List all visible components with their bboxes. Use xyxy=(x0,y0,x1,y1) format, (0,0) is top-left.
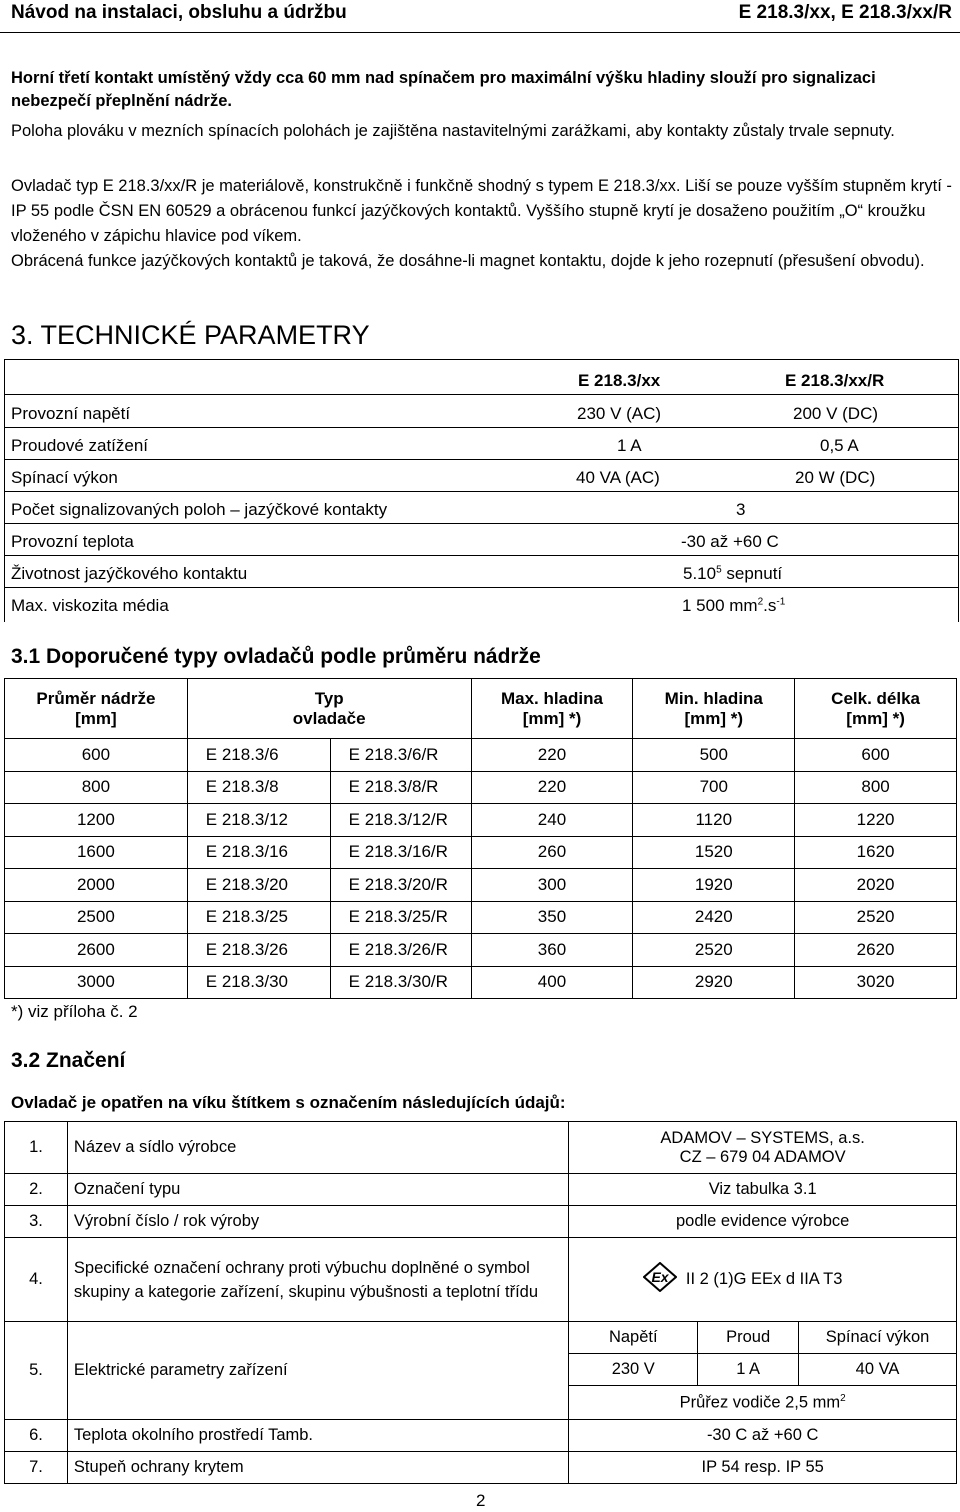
table-cell: E 218.3/25 xyxy=(187,901,330,934)
table-cell: 2000 xyxy=(5,869,188,902)
marking-subheader: Proud xyxy=(698,1322,799,1354)
marking-label: Označení typu xyxy=(67,1174,568,1206)
table-cell: 1600 xyxy=(5,836,188,869)
intro-paragraph-3: Ovladač typ E 218.3/xx/R je materiálově, konstrukčně i funkčně shodný s typem E 218.3/xx. Liší se pouze vyšším stupněm krytí - IP 55 podle ČSN EN 60529 a obrácenou funkcí jazýčkových kontaktů. Vyššího stupně krytí je dosaženo použitím „O“ kroužku vloženého v zápichu hlavice pod víkem. xyxy=(11,177,952,245)
table-row xyxy=(5,771,957,804)
table-row xyxy=(5,934,957,967)
table-cell: E 218.3/30 xyxy=(187,966,330,999)
marking-value: Ex II 2 (1)G EEx d IIA T3 xyxy=(569,1238,957,1322)
section-3-2-title: 3.2 Značení xyxy=(11,1049,126,1072)
table-cell: 1220 xyxy=(795,804,957,837)
marking-number: 1. xyxy=(5,1122,68,1174)
intro-paragraph-4: Obrácená funkce jazýčkových kontaktů je taková, že dosáhne-li magnet kontaktu, dojde k jeho rozepnutí (přesušení obvodu). xyxy=(11,252,925,270)
marking-number: 4. xyxy=(5,1238,68,1322)
types-header: Typ ovladače xyxy=(187,679,471,739)
table-cell: 2020 xyxy=(795,869,957,902)
table-row xyxy=(5,739,957,772)
table-cell: E 218.3/8/R xyxy=(330,771,471,804)
table-cell: 600 xyxy=(5,739,188,772)
marking-value: IP 54 resp. IP 55 xyxy=(569,1452,957,1484)
params-label: Spínací výkon xyxy=(11,468,118,487)
table-cell: E 218.3/20 xyxy=(187,869,330,902)
page-number: 2 xyxy=(476,1491,486,1510)
section-3-1-title: 3.1 Doporučené typy ovladačů podle průměru nádrže xyxy=(11,645,541,668)
params-value: 1 A xyxy=(617,436,642,455)
marking-value: Viz tabulka 3.1 xyxy=(569,1174,957,1206)
params-value: 230 V (AC) xyxy=(577,404,662,423)
table-cell: E 218.3/8 xyxy=(187,771,330,804)
marking-value: -30 C až +60 C xyxy=(569,1420,957,1452)
params-label: Provozní teplota xyxy=(11,532,134,551)
table-cell: 220 xyxy=(471,771,633,804)
params-col2-header: E 218.3/xx/R xyxy=(785,371,885,390)
table-cell: 2520 xyxy=(633,934,795,967)
params-value: 5.10$^5$ sepnutí xyxy=(683,564,783,583)
table-cell: 800 xyxy=(5,771,188,804)
table-cell: 220 xyxy=(471,739,633,772)
table-cell: 1620 xyxy=(795,836,957,869)
types-header: Celk. délka [mm] *) xyxy=(795,679,957,739)
table-cell: 600 xyxy=(795,739,957,772)
params-label: Max. viskozita média xyxy=(11,596,169,615)
params-value: 3 xyxy=(736,500,746,519)
table-cell: 700 xyxy=(633,771,795,804)
table-row xyxy=(5,901,957,934)
header-model: E 218.3/xx, E 218.3/xx/R xyxy=(738,2,952,23)
marking-label: Výrobní číslo / rok výroby xyxy=(67,1206,568,1238)
marking-number: 3. xyxy=(5,1206,68,1238)
intro-paragraph-2: Poloha plováku v mezních spínacích polohách je zajištěna nastavitelnými zarážkami, aby kontakty zůstaly trvale sepnuty. xyxy=(11,122,895,140)
marking-value: ADAMOV – SYSTEMS, a.s. CZ – 679 04 ADAMOV xyxy=(569,1122,957,1174)
types-header: Průměr nádrže [mm] xyxy=(5,679,188,739)
params-value: -30 až +60 C xyxy=(681,532,779,551)
marking-subheader: Spínací výkon xyxy=(799,1322,957,1354)
params-table xyxy=(4,359,959,622)
table-cell: E 218.3/26/R xyxy=(330,934,471,967)
params-value: 0,5 A xyxy=(820,436,859,455)
table-cell: 3020 xyxy=(795,966,957,999)
marking-number: 6. xyxy=(5,1420,68,1452)
params-value: 200 V (DC) xyxy=(793,404,879,423)
table-cell: 3000 xyxy=(5,966,188,999)
table-cell: E 218.3/6 xyxy=(187,739,330,772)
params-label: Provozní napětí xyxy=(11,404,131,423)
marking-number: 2. xyxy=(5,1174,68,1206)
marking-table xyxy=(4,1121,957,1484)
marking-value: 1 A xyxy=(698,1354,799,1386)
marking-number: 7. xyxy=(5,1452,68,1484)
table-cell: 240 xyxy=(471,804,633,837)
table-cell: 350 xyxy=(471,901,633,934)
table-cell: E 218.3/16 xyxy=(187,836,330,869)
table-cell: E 218.3/25/R xyxy=(330,901,471,934)
header-title: Návod na instalaci, obsluhu a údržbu xyxy=(11,2,347,23)
ex-icon xyxy=(643,1262,677,1297)
params-label: Proudové zatížení xyxy=(11,436,149,455)
section-3-title: 3. TECHNICKÉ PARAMETRY xyxy=(11,320,370,350)
params-value: 20 W (DC) xyxy=(795,468,876,487)
table-cell: 2500 xyxy=(5,901,188,934)
table-cell: 360 xyxy=(471,934,633,967)
types-header: Min. hladina [mm] *) xyxy=(633,679,795,739)
params-value: 40 VA (AC) xyxy=(576,468,660,487)
marking-number: 5. xyxy=(5,1322,68,1420)
table-cell: 800 xyxy=(795,771,957,804)
table-cell: 1920 xyxy=(633,869,795,902)
table-cell: 500 xyxy=(633,739,795,772)
table-cell: E 218.3/20/R xyxy=(330,869,471,902)
marking-label: Elektrické parametry zařízení xyxy=(67,1322,568,1420)
table-cell: 300 xyxy=(471,869,633,902)
marking-label: Teplota okolního prostředí Tamb. xyxy=(67,1420,568,1452)
table-cell: 400 xyxy=(471,966,633,999)
params-col1-header: E 218.3/xx xyxy=(578,371,661,390)
table-cell: 1200 xyxy=(5,804,188,837)
marking-value: Průřez vodiče 2,5 $mm^2$ xyxy=(569,1386,957,1420)
params-label: Počet signalizovaných poloh – jazýčkové kontakty xyxy=(11,500,388,519)
types-table xyxy=(4,678,957,999)
params-value: 1 500 $mm^2.s^{-1}$ xyxy=(682,596,786,615)
params-label: Životnost jazýčkového kontaktu xyxy=(11,564,248,583)
types-footnote: *) viz příloha č. 2 xyxy=(11,1002,138,1021)
table-cell: 2420 xyxy=(633,901,795,934)
table-cell: 2620 xyxy=(795,934,957,967)
header-divider xyxy=(0,32,960,33)
table-cell: E 218.3/30/R xyxy=(330,966,471,999)
table-cell: E 218.3/6/R xyxy=(330,739,471,772)
table-cell: E 218.3/12 xyxy=(187,804,330,837)
table-cell: E 218.3/12/R xyxy=(330,804,471,837)
marking-label: Název a sídlo výrobce xyxy=(67,1122,568,1174)
table-cell: E 218.3/26 xyxy=(187,934,330,967)
table-row xyxy=(5,804,957,837)
section-3-2-subtitle: Ovladač je opatřen na víku štítkem s označením následujících údajů: xyxy=(11,1093,566,1112)
table-cell: 2600 xyxy=(5,934,188,967)
table-cell: 2520 xyxy=(795,901,957,934)
marking-label: Stupeň ochrany krytem xyxy=(67,1452,568,1484)
marking-value: 230 V xyxy=(569,1354,698,1386)
table-row xyxy=(5,966,957,999)
table-cell: 1120 xyxy=(633,804,795,837)
marking-label: Specifické označení ochrany proti výbuchu doplněné o symbol skupiny a kategorie zařízení, skupinu výbušnosti a teplotní třídu xyxy=(67,1238,568,1322)
table-row xyxy=(5,869,957,902)
marking-value: podle evidence výrobce xyxy=(569,1206,957,1238)
types-header: Max. hladina [mm] *) xyxy=(471,679,633,739)
marking-value: 40 VA xyxy=(799,1354,957,1386)
table-cell: 260 xyxy=(471,836,633,869)
marking-subheader: Napětí xyxy=(569,1322,698,1354)
table-cell: 1520 xyxy=(633,836,795,869)
table-cell: E 218.3/16/R xyxy=(330,836,471,869)
intro-paragraph-1: Horní třetí kontakt umístěný vždy cca 60 mm nad spínačem pro maximální výšku hladiny slouží pro signalizaci nebezpečí přeplnění nádrže. xyxy=(11,69,876,110)
table-row xyxy=(5,836,957,869)
svg-text:Ex: Ex xyxy=(651,1269,669,1285)
table-cell: 2920 xyxy=(633,966,795,999)
